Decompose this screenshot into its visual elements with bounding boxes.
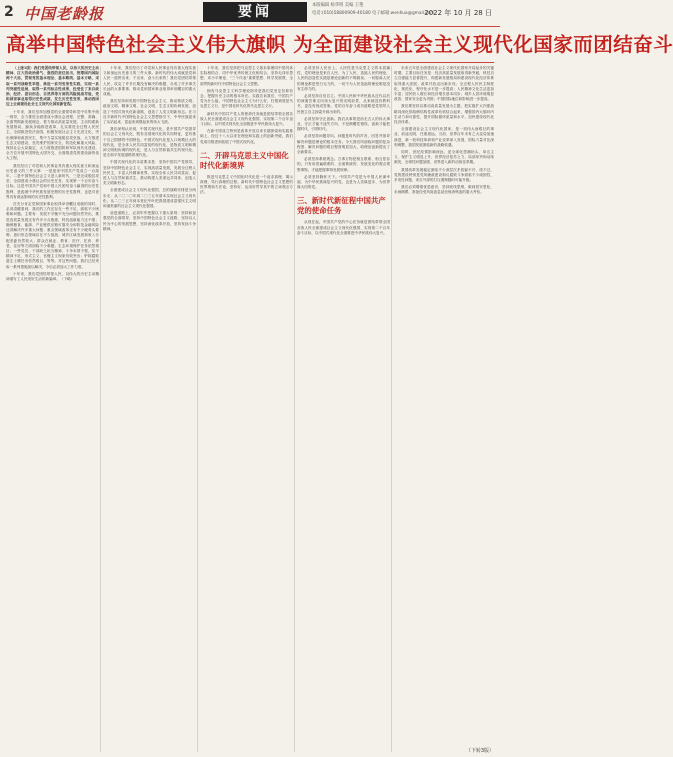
paragraph: 全面建设社会主义现代化国家，是一项伟大而艰巨的事业，前途光明，任重道远。当前，世界百年未有之大变局加速演进，新一轮科技革命和产业变革深入发展，国际力量对比深刻调整，我国发展面临新的战略机遇。 [394,127,494,147]
continued-note: （下转3版） [465,748,494,754]
paragraph: 必须坚持问题导向。问题是时代的声音，回答并指导解决问题是理论的根本任务。今天我们所面临问题的复杂程度、解决问题的艰巨程度明显加大，给理论创新提出了全新要求。 [297,134,390,155]
column-divider [294,66,295,752]
paragraph: 十年来，我们经历了对党和人民事业具有重大现实意义和深远历史意义的三件大事。新时代的伟大成就是党和人民一道拼出来、干出来、奋斗出来的！我们党团结带领人民，攻克了许多长期没有解决的难题，办成了许多事关长远的大事要事，推动党和国家事业取得举世瞩目的重大成就。 [103,66,196,97]
paragraph: 必须坚持系统观念。万事万物是相互联系、相互依存的。只有用普遍联系的、全面系统的、发展变化的观点观察事物，才能把握事物发展规律。 [297,157,390,172]
article-column-4 [297,66,390,752]
paragraph: 拥有马克思主义科学理论指导是我们党坚定信仰信念、把握历史主动的根本所在。实践告诉我们，中国共产党为什么能，中国特色社会主义为什么好，归根到底是马克思主义行，是中国化时代化的马克思主义行。 [200,88,293,109]
section-subheading: 三、新时代新征程中国共产党的使命任务 [297,196,386,216]
paragraph: 在充分肯定党和国家事业取得举世瞩目成就的同时，必须清醒看到，我们的工作还存在一些不足，面临不少困难和问题。主要有：发展不平衡不充分问题仍然突出，推进高质量发展还有许多卡点瓶颈，科技创新能力还不强；确保粮食、能源、产业链供应链可靠安全和防范金融风险还须解决许多重大问题；重点领域改革还有不少硬骨头要啃；意识形态领域存在不少挑战；城乡区域发展和收入分配差距仍然较大；群众在就业、教育、医疗、托育、养老、住房等方面面临不少难题；生态环境保护任务依然艰巨；一些党员、干部缺乏担当精神，斗争本领不强，实干精神不足，形式主义、官僚主义现象仍较突出；铲除腐败滋生土壤任务依然艰巨，等等。对这些问题，我们已经采取一系列措施加以解决，今后必须加大工作力度。 [6,202,99,269]
paragraph: 中国式现代化的本质要求是：坚持中国共产党领导，坚持中国特色社会主义，实现高质量发展，发展全过程人民民主，丰富人民精神世界，实现全体人民共同富裕，促进人与自然和谐共生，推动构建人类命运共同体，创造人类文明新形态。 [103,160,196,186]
paragraph: 前进道路上，必须牢牢把握以下重大原则：坚持和加强党的全面领导，坚持中国特色社会主义道路，坚持以人民为中心的发展思想，坚持深化改革开放，坚持发扬斗争精神。 [103,211,196,231]
column-divider [197,66,198,752]
newspaper-name: 中国老龄报 [24,5,105,23]
paragraph: 十年来，我们坚持把马克思主义基本原理同中国具体实际相结合、同中华优秀传统文化相结合，坚持毛泽东思想、邓小平理论、"三个代表"重要思想、科学发展观，全面贯彻新时代中国特色社会主义思想。 [200,66,293,86]
column-divider [391,66,392,752]
paragraph: 全面建成社会主义现代化强国，总的战略安排是分两步走：从二〇二〇年到二〇三五年基本实现社会主义现代化；从二〇三五年到本世纪中叶把我国建成富强民主文明和谐美丽的社会主义现代化强国。 [103,188,196,209]
paragraph: 我们要坚持以推动高质量发展为主题，把实施扩大内需战略同深化供给侧结构性改革有机结合起来，增强国内大循环内生动力和可靠性，提升国际循环质量和水平，加快建设现代化经济体系。 [394,104,494,125]
page-number: 2 [4,4,14,20]
section-subheading: 二、开辟马克思主义中国化时代化新境界 [200,150,289,170]
paragraph: 十年来，我们坚持加强党的全面领导和党中央集中统一领导，全力推进全面建成小康社会进程，完整、准确、全面贯彻新发展理念，着力推动高质量发展，主动构建新发展格局，蹄疾步稳推进改革，扎实推进全过程人民民主，全面推进依法治国，积极发展社会主义先进文化，突出保障和改善民生，集中力量实施脱贫攻坚战，大力推进生态文明建设，坚决维护国家安全，防范化解重大风险，保持社会大局稳定，大力度推进国防和军队现代化建设，全方位开展中国特色大国外交，全面推进党的建设新的伟大工程。 [6,109,99,161]
masthead [0,0,500,27]
paragraph: 我们坚持和发展中国特色社会主义，推动物质文明、政治文明、精神文明、社会文明、生态文明协调发展，创造了中国式现代化新道路，创造了人类文明新形态。在习近平新时代中国特色社会主义思想指引下，中华民族迎来了从站起来、富起来到强起来的伟大飞跃。 [103,99,196,125]
column-divider [100,66,101,752]
paragraph: 未来五年是全面建设社会主义现代化国家开局起步的关键时期，主要目标任务是：经济高质量发展取得新突破，科技自立自强能力显著提升，构建新发展格局和建设现代化经济体系取得重大进展；改革开放迈出新步伐；全过程人民民主制度化、规范化、程序化水平进一步提高；人民精神文化生活更加丰富；居民收入增长和经济增长基本同步；城乡人居环境明显改善；国家安全更为巩固；中国国际地位和影响进一步提高。 [394,66,494,102]
main-headline: 高举中国特色社会主义伟大旗帜 为全面建设社会主义现代化国家而团结奋斗 [6,33,673,56]
paragraph: 必须坚持自信自立。中国人民和中华民族从近代以后的深重苦难走向伟大复兴的光明前景，从来就没有教科书，更没有现成答案。党的百年奋斗成功道路是党领导人民独立自主探索开辟出来的。 [297,94,390,114]
article-column-5 [394,66,494,752]
paragraph: 必须坚持胸怀天下。中国共产党是为中国人民谋幸福、为中华民族谋复兴的党，也是为人类谋进步、为世界谋大同的党。 [297,174,390,190]
paragraph: 十年来，我们党团结带领人民，以伟大的历史主动精神谱写了人民美好生活的新篇章。（下略） [6,271,99,281]
paragraph: （上接1版）我们党团结带领人民，以伟大的历史主动精神、巨大的政治勇气、强烈的责任担当，统筹国内国际两个大局，贯彻党的基本理论、基本路线、基本方略，采取一系列战略性举措，推进一系列变革性实践，实现一系列突破性进展，取得一系列标志性成果，经受住了来自政治、经济、意识形态、自然界等方面的风险挑战考验，党和国家事业取得历史性成就、发生历史性变革，推动我国迈上全面建设社会主义现代化国家新征程。 [6,66,99,107]
paragraph: 我们深刻认识到，中国式现代化，是中国共产党领导的社会主义现代化，既有各国现代化的共同特征，更有基于自己国情的中国特色。中国式现代化是人口规模巨大的现代化，是全体人民共同富裕的现代化，是物质文明和精神文明相协调的现代化，是人与自然和谐共生的现代化，是走和平发展道路的现代化。 [103,127,196,158]
article-column-1 [6,66,99,752]
paragraph: 必须坚持人民至上。人民性是马克思主义的本质属性，党的理论是来自人民、为了人民、造福人民的理论，人民的创造性实践是理论创新的不竭源泉。一切脱离人民的理论都是苍白无力的，一切不为人民造福的理论都是没有生命力的。 [297,66,390,91]
issue-date: 2022 年 10 月 28 日 [424,9,492,17]
paragraph: 我们经历了对党和人民事业具有重大现实意义和深远历史意义的三件大事：一是迎来中国共产党成立一百周年，二是中国特色社会主义进入新时代，三是完成脱贫攻坚、全面建成小康社会的历史任务，实现第一个百年奋斗目标。这是中国共产党和中国人民团结奋斗赢得的历史性胜利，是彪炳中华民族发展史册的历史性胜利，也是对世界具有深远影响的历史性胜利。 [6,163,99,199]
headline-rule [6,62,494,63]
paragraph: 必须坚持守正创新。我们从事的是前无古人的伟大事业，守正才能不迷失方向、不犯颠覆性错误，创新才能把握时代、引领时代。 [297,116,390,132]
article-column-3 [200,66,293,752]
editor-credits: 本版编辑 杨华明 美编 王艳 [312,3,364,8]
paragraph: 在新中国成立特别是改革开放以来长期探索和实践基础上，经过十八大以来在理论和实践上的创新突破，我们党成功推进和拓展了中国式现代化。 [200,129,293,144]
paragraph: 新时代中国共产党人的使命任务就是团结带领全国各族人民全面建成社会主义现代化强国、实现第二个百年奋斗目标，以中国式现代化全面推进中华民族伟大复兴。 [200,111,293,127]
paragraph: 推进马克思主义中国化时代化是一个追求真理、揭示真理、笃行真理的过程。新时代中国特色社会主义思想的世界观和方法论，坚持好、运用好贯穿其中的立场观点方法。 [200,174,293,195]
article-column-2 [103,66,196,752]
paragraph: 从现在起，中国共产党的中心任务就是团结带领全国各族人民全面建成社会主义现代化强国、实现第二个百年奋斗目标，以中国式现代化全面推进中华民族伟大复兴。 [297,220,390,235]
paragraph: 我国改革发展稳定面临不少深层次矛盾躲不开、绕不过，党的建设特别是党风廉政建设和反腐败斗争面临不少顽固性、多发性问题，来自外部的打压遏制随时可能升级。 [394,167,494,183]
contact-info: 电话:(010)58800909-40180 电子邮箱:wenhua@gmail.com [312,11,435,16]
paragraph: 我们必须增强忧患意识，坚持底线思维，做到居安思危、未雨绸缪，准备经受风高浪急甚至惊涛骇浪的重大考验。 [394,185,494,195]
paragraph: 同时，世纪疫情影响深远，逆全球化思潮抬头，单边主义、保护主义明显上升，世界经济复苏乏力，局部冲突和动荡频发，全球性问题加剧，世界进入新的动荡变革期。 [394,150,494,165]
section-label: 要闻 [203,2,307,22]
